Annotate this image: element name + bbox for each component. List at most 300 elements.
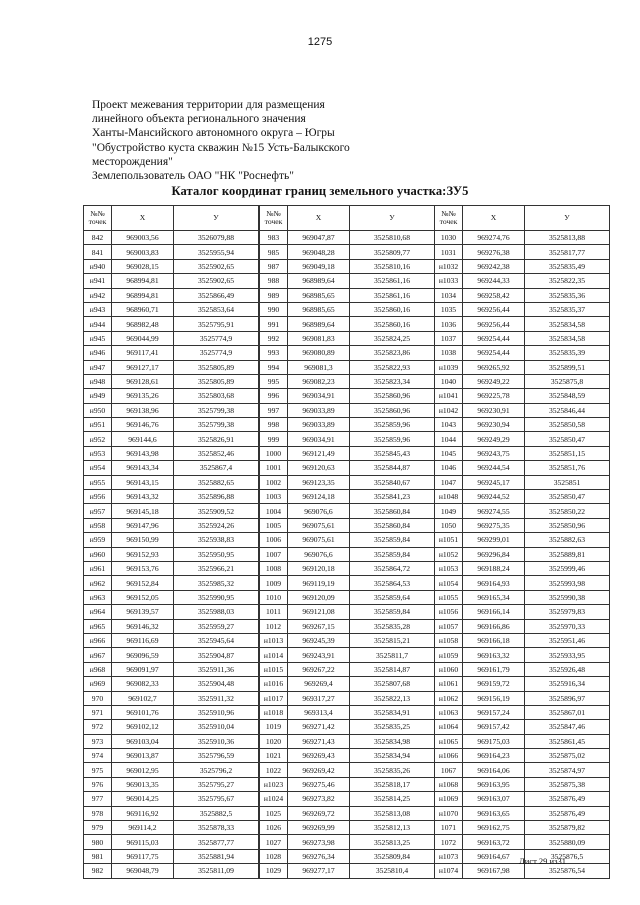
point-cell: 990 <box>260 302 288 316</box>
x-cell: 969121,49 <box>288 446 350 460</box>
x-cell: 969313,4 <box>288 705 350 719</box>
point-cell: 973 <box>84 734 112 748</box>
table-row <box>260 374 435 388</box>
y-cell: 3525876,49 <box>525 806 610 820</box>
y-cell: 3525807,68 <box>350 677 435 691</box>
y-cell: 3525859,84 <box>350 533 435 547</box>
x-cell: 968985,65 <box>288 288 350 302</box>
point-cell: н955 <box>84 475 112 489</box>
x-cell: 969117,41 <box>112 346 174 360</box>
table-row <box>260 720 435 734</box>
table-row <box>435 490 610 504</box>
x-cell: 969161,79 <box>463 662 525 676</box>
y-cell: 3525835,26 <box>350 763 435 777</box>
y-cell: 3525876,54 <box>525 864 610 878</box>
y-cell: 3525988,03 <box>174 605 259 619</box>
y-cell: 3525979,83 <box>525 605 610 619</box>
x-cell: 969244,52 <box>463 490 525 504</box>
table-row <box>435 274 610 288</box>
document-header <box>92 98 412 183</box>
x-cell: 969269,4 <box>288 677 350 691</box>
point-cell: 980 <box>84 835 112 849</box>
table-row <box>260 490 435 504</box>
table-row <box>435 576 610 590</box>
point-cell: н958 <box>84 518 112 532</box>
point-cell: н1051 <box>435 533 463 547</box>
point-cell: н1048 <box>435 490 463 504</box>
y-cell: 3525999,46 <box>525 561 610 575</box>
point-cell: н967 <box>84 648 112 662</box>
y-cell: 3525911,36 <box>174 662 259 676</box>
y-cell: 3525896,88 <box>174 490 259 504</box>
x-cell: 969115,03 <box>112 835 174 849</box>
table-row <box>84 389 259 403</box>
x-cell: 969163,95 <box>463 777 525 791</box>
table-row <box>260 705 435 719</box>
point-cell: 1000 <box>260 446 288 460</box>
x-cell: 969271,42 <box>288 720 350 734</box>
x-cell: 969145,18 <box>112 504 174 518</box>
y-cell: 3525902,65 <box>174 274 259 288</box>
x-cell: 969082,23 <box>288 374 350 388</box>
table-row <box>260 518 435 532</box>
x-cell: 969276,38 <box>463 245 525 259</box>
table-row <box>260 821 435 835</box>
x-cell: 969048,79 <box>112 864 174 878</box>
point-cell: 996 <box>260 389 288 403</box>
point-cell: 997 <box>260 403 288 417</box>
x-cell: 969128,61 <box>112 374 174 388</box>
point-cell: 983 <box>260 231 288 245</box>
y-cell: 3525834,58 <box>525 317 610 331</box>
y-cell: 3525812,13 <box>350 821 435 835</box>
point-cell: 970 <box>84 691 112 705</box>
table-row <box>260 792 435 806</box>
table-row <box>260 605 435 619</box>
y-cell: 3525878,33 <box>174 821 259 835</box>
x-cell: 969163,72 <box>463 835 525 849</box>
table-row <box>435 245 610 259</box>
table-row <box>435 231 610 245</box>
point-cell: н1016 <box>260 677 288 691</box>
header-line-2: линейного объекта регионального значения <box>92 113 306 126</box>
page-number: 1275 <box>307 36 333 48</box>
y-cell: 3525823,86 <box>350 346 435 360</box>
y-cell: 3525835,36 <box>525 288 610 302</box>
x-cell: 969256,44 <box>463 302 525 316</box>
y-cell: 3525911,32 <box>174 691 259 705</box>
point-cell: н1057 <box>435 619 463 633</box>
y-cell: 3525809,84 <box>350 849 435 863</box>
y-cell: 3525910,36 <box>174 734 259 748</box>
y-cell: 3525902,65 <box>174 259 259 273</box>
x-cell: 969143,15 <box>112 475 174 489</box>
point-cell: н1052 <box>435 547 463 561</box>
x-cell: 969143,98 <box>112 446 174 460</box>
y-cell: 3525799,38 <box>174 403 259 417</box>
x-cell: 969117,75 <box>112 849 174 863</box>
table-row <box>435 403 610 417</box>
point-cell: н1054 <box>435 576 463 590</box>
x-cell: 969124,18 <box>288 490 350 504</box>
x-cell: 969299,01 <box>463 533 525 547</box>
point-cell: 1029 <box>260 864 288 878</box>
x-cell: 969245,39 <box>288 633 350 647</box>
point-cell: н953 <box>84 446 112 460</box>
table-row <box>435 461 610 475</box>
y-cell: 3525882,63 <box>525 533 610 547</box>
y-cell: 3525866,49 <box>174 288 259 302</box>
x-cell: 969146,32 <box>112 619 174 633</box>
table-row <box>84 749 259 763</box>
x-cell: 969269,43 <box>288 749 350 763</box>
point-cell: 1003 <box>260 490 288 504</box>
x-cell: 969156,19 <box>463 691 525 705</box>
header-line-1: Проект межевания территории для размещения <box>92 99 325 111</box>
table-row <box>435 288 610 302</box>
x-cell: 969166,86 <box>463 619 525 633</box>
point-cell: 994 <box>260 360 288 374</box>
table-row <box>84 777 259 791</box>
point-cell: н940 <box>84 259 112 273</box>
y-cell: 3525904,87 <box>174 648 259 662</box>
table-row <box>260 576 435 590</box>
point-cell: н1059 <box>435 648 463 662</box>
table-row <box>84 533 259 547</box>
header-point: №№ точек <box>435 206 463 231</box>
y-cell: 3525859,84 <box>350 605 435 619</box>
table-row <box>435 389 610 403</box>
table-row <box>260 418 435 432</box>
y-cell: 3525817,77 <box>525 245 610 259</box>
x-cell: 969276,34 <box>288 849 350 863</box>
table-row <box>435 835 610 849</box>
y-cell: 3525805,89 <box>174 374 259 388</box>
point-cell: 1050 <box>435 518 463 532</box>
y-cell: 3525823,34 <box>350 374 435 388</box>
y-cell: 3525861,16 <box>350 288 435 302</box>
table-row <box>260 749 435 763</box>
x-cell: 969166,18 <box>463 633 525 647</box>
table-row <box>260 317 435 331</box>
table-row <box>260 346 435 360</box>
y-cell: 3525822,93 <box>350 360 435 374</box>
y-cell: 3525985,32 <box>174 576 259 590</box>
y-cell: 3525795,27 <box>174 777 259 791</box>
table-row <box>435 475 610 489</box>
point-cell: н941 <box>84 274 112 288</box>
table-row <box>84 461 259 475</box>
x-cell: 969138,96 <box>112 403 174 417</box>
point-cell: 841 <box>84 245 112 259</box>
x-cell: 968960,71 <box>112 302 174 316</box>
table-row <box>84 432 259 446</box>
point-cell: н949 <box>84 389 112 403</box>
table-row <box>84 403 259 417</box>
y-cell: 3525896,97 <box>525 691 610 705</box>
x-cell: 969275,46 <box>288 777 350 791</box>
point-cell: н1073 <box>435 849 463 863</box>
y-cell: 3525834,91 <box>350 705 435 719</box>
x-cell: 968994,81 <box>112 288 174 302</box>
y-cell: 3525810,68 <box>350 231 435 245</box>
y-cell: 3525861,16 <box>350 274 435 288</box>
table-row <box>84 231 259 245</box>
point-cell: н944 <box>84 317 112 331</box>
table-row <box>84 835 259 849</box>
header-x: X <box>112 206 174 231</box>
y-cell: 3525848,59 <box>525 389 610 403</box>
header-y: У <box>174 206 259 231</box>
y-cell: 3525959,27 <box>174 619 259 633</box>
y-cell: 3525826,91 <box>174 432 259 446</box>
point-cell: 989 <box>260 288 288 302</box>
header-y: У <box>350 206 435 231</box>
y-cell: 3525774,9 <box>174 331 259 345</box>
point-cell: н1074 <box>435 864 463 878</box>
table-row <box>435 446 610 460</box>
point-cell: н956 <box>84 490 112 504</box>
coordinates-table-2 <box>259 205 435 879</box>
table-row <box>260 288 435 302</box>
x-cell: 969139,57 <box>112 605 174 619</box>
point-cell: н954 <box>84 461 112 475</box>
x-cell: 969003,83 <box>112 245 174 259</box>
table-row <box>84 317 259 331</box>
x-cell: 969003,56 <box>112 231 174 245</box>
point-cell: н1017 <box>260 691 288 705</box>
y-cell: 3525814,87 <box>350 662 435 676</box>
point-cell: 1046 <box>435 461 463 475</box>
x-cell: 969163,65 <box>463 806 525 820</box>
table-row <box>435 518 610 532</box>
y-cell: 3525860,16 <box>350 302 435 316</box>
point-cell: 1004 <box>260 504 288 518</box>
point-cell: 1031 <box>435 245 463 259</box>
y-cell: 3525875,38 <box>525 777 610 791</box>
y-cell: 3525851,15 <box>525 446 610 460</box>
table-row <box>84 720 259 734</box>
y-cell: 3525860,96 <box>350 403 435 417</box>
x-cell: 969243,75 <box>463 446 525 460</box>
point-cell: н1015 <box>260 662 288 676</box>
point-cell: 1019 <box>260 720 288 734</box>
x-cell: 969267,15 <box>288 619 350 633</box>
x-cell: 969091,97 <box>112 662 174 676</box>
y-cell: 3525882,65 <box>174 475 259 489</box>
y-cell: 3525990,95 <box>174 590 259 604</box>
y-cell: 3525860,16 <box>350 317 435 331</box>
y-cell: 3525867,01 <box>525 705 610 719</box>
y-cell: 3525993,98 <box>525 576 610 590</box>
point-cell: 1044 <box>435 432 463 446</box>
y-cell: 3525864,53 <box>350 576 435 590</box>
header-line-5: месторождения" <box>92 155 173 168</box>
y-cell: 3525859,84 <box>350 547 435 561</box>
table-row <box>260 533 435 547</box>
point-cell: 988 <box>260 274 288 288</box>
point-cell: н960 <box>84 547 112 561</box>
y-cell: 3525834,94 <box>350 749 435 763</box>
table-row <box>84 734 259 748</box>
point-cell: н1065 <box>435 734 463 748</box>
point-cell: 1022 <box>260 763 288 777</box>
table-row <box>260 245 435 259</box>
table-row <box>435 302 610 316</box>
y-cell: 3525875,8 <box>525 374 610 388</box>
table-row <box>84 274 259 288</box>
point-cell: н1039 <box>435 360 463 374</box>
table-row <box>435 691 610 705</box>
point-cell: 1020 <box>260 734 288 748</box>
x-cell: 969273,98 <box>288 835 350 849</box>
x-cell: 969258,42 <box>463 288 525 302</box>
x-cell: 969081,83 <box>288 331 350 345</box>
y-cell: 3525795,67 <box>174 792 259 806</box>
table-row <box>84 561 259 575</box>
x-cell: 969271,43 <box>288 734 350 748</box>
y-cell: 3525924,26 <box>174 518 259 532</box>
y-cell: 3525840,67 <box>350 475 435 489</box>
y-cell: 3525864,72 <box>350 561 435 575</box>
point-cell: н1032 <box>435 259 463 273</box>
point-cell: н1068 <box>435 777 463 791</box>
x-cell: 969102,7 <box>112 691 174 705</box>
table-row <box>260 734 435 748</box>
coordinates-table-1 <box>83 205 259 879</box>
table-row <box>260 835 435 849</box>
y-cell: 3525859,96 <box>350 418 435 432</box>
x-cell: 969244,33 <box>463 274 525 288</box>
x-cell: 969274,55 <box>463 504 525 518</box>
point-cell: н965 <box>84 619 112 633</box>
y-cell: 3525799,38 <box>174 418 259 432</box>
coordinates-table <box>83 205 259 879</box>
x-cell: 969274,76 <box>463 231 525 245</box>
y-cell: 3525803,68 <box>174 389 259 403</box>
point-cell: 1001 <box>260 461 288 475</box>
point-cell: 1006 <box>260 533 288 547</box>
x-cell: 969120,18 <box>288 561 350 575</box>
point-cell: 976 <box>84 777 112 791</box>
y-cell: 3525834,98 <box>350 734 435 748</box>
table-row <box>84 302 259 316</box>
x-cell: 969121,08 <box>288 605 350 619</box>
x-cell: 969034,91 <box>288 432 350 446</box>
y-cell: 3525867,4 <box>174 461 259 475</box>
x-cell: 969082,33 <box>112 677 174 691</box>
table-row <box>435 317 610 331</box>
y-cell: 3525881,94 <box>174 849 259 863</box>
x-cell: 969047,87 <box>288 231 350 245</box>
x-cell: 969164,06 <box>463 763 525 777</box>
x-cell: 969225,78 <box>463 389 525 403</box>
y-cell: 3525795,91 <box>174 317 259 331</box>
header-point: №№ точек <box>84 206 112 231</box>
table-row <box>260 274 435 288</box>
point-cell: н946 <box>84 346 112 360</box>
table-row <box>84 821 259 835</box>
header-y: У <box>525 206 610 231</box>
point-cell: н1014 <box>260 648 288 662</box>
x-cell: 969076,6 <box>288 547 350 561</box>
x-cell: 969162,75 <box>463 821 525 835</box>
point-cell: н963 <box>84 590 112 604</box>
y-cell: 3525859,64 <box>350 590 435 604</box>
x-cell: 969135,26 <box>112 389 174 403</box>
table-row <box>435 720 610 734</box>
table-row <box>260 403 435 417</box>
x-cell: 968994,81 <box>112 274 174 288</box>
table-row <box>84 792 259 806</box>
point-cell: 1021 <box>260 749 288 763</box>
point-cell: 971 <box>84 705 112 719</box>
table-row <box>260 763 435 777</box>
x-cell: 969146,76 <box>112 418 174 432</box>
y-cell: 3525835,49 <box>525 259 610 273</box>
table-row <box>260 302 435 316</box>
table-row <box>435 605 610 619</box>
point-cell: 1012 <box>260 619 288 633</box>
table-row <box>260 864 435 878</box>
x-cell: 969144,6 <box>112 432 174 446</box>
table-row <box>84 619 259 633</box>
point-cell: н952 <box>84 432 112 446</box>
x-cell: 969163,07 <box>463 792 525 806</box>
y-cell: 3525805,89 <box>174 360 259 374</box>
y-cell: 3525815,21 <box>350 633 435 647</box>
y-cell: 3525835,25 <box>350 720 435 734</box>
point-cell: 1005 <box>260 518 288 532</box>
table-row <box>84 374 259 388</box>
x-cell: 969157,24 <box>463 705 525 719</box>
x-cell: 969123,35 <box>288 475 350 489</box>
point-cell: н964 <box>84 605 112 619</box>
y-cell: 3525860,84 <box>350 518 435 532</box>
table-row <box>435 432 610 446</box>
y-cell: 3525879,82 <box>525 821 610 835</box>
table-row <box>435 360 610 374</box>
point-cell: 972 <box>84 720 112 734</box>
y-cell: 3525882,5 <box>174 806 259 820</box>
point-cell: н1061 <box>435 677 463 691</box>
y-cell: 3525813,88 <box>525 231 610 245</box>
table-row <box>435 533 610 547</box>
table-row <box>84 864 259 878</box>
x-cell: 969013,35 <box>112 777 174 791</box>
point-cell: н945 <box>84 331 112 345</box>
header-point: №№ точек <box>260 206 288 231</box>
y-cell: 3525850,47 <box>525 432 610 446</box>
y-cell: 3525876,49 <box>525 792 610 806</box>
point-cell: 985 <box>260 245 288 259</box>
table-row <box>84 547 259 561</box>
table-row <box>84 590 259 604</box>
table-row <box>84 288 259 302</box>
x-cell: 969116,92 <box>112 806 174 820</box>
x-cell: 969254,44 <box>463 331 525 345</box>
catalog-title: Каталог координат границ земельного участка:ЗУ5 <box>171 184 469 198</box>
point-cell: н951 <box>84 418 112 432</box>
point-cell: 1007 <box>260 547 288 561</box>
y-cell: 3525904,48 <box>174 677 259 691</box>
table-row <box>84 346 259 360</box>
y-cell: 3525950,95 <box>174 547 259 561</box>
x-cell: 969049,18 <box>288 259 350 273</box>
coordinates-table <box>259 205 435 879</box>
x-cell: 969244,54 <box>463 461 525 475</box>
y-cell: 3525853,64 <box>174 302 259 316</box>
